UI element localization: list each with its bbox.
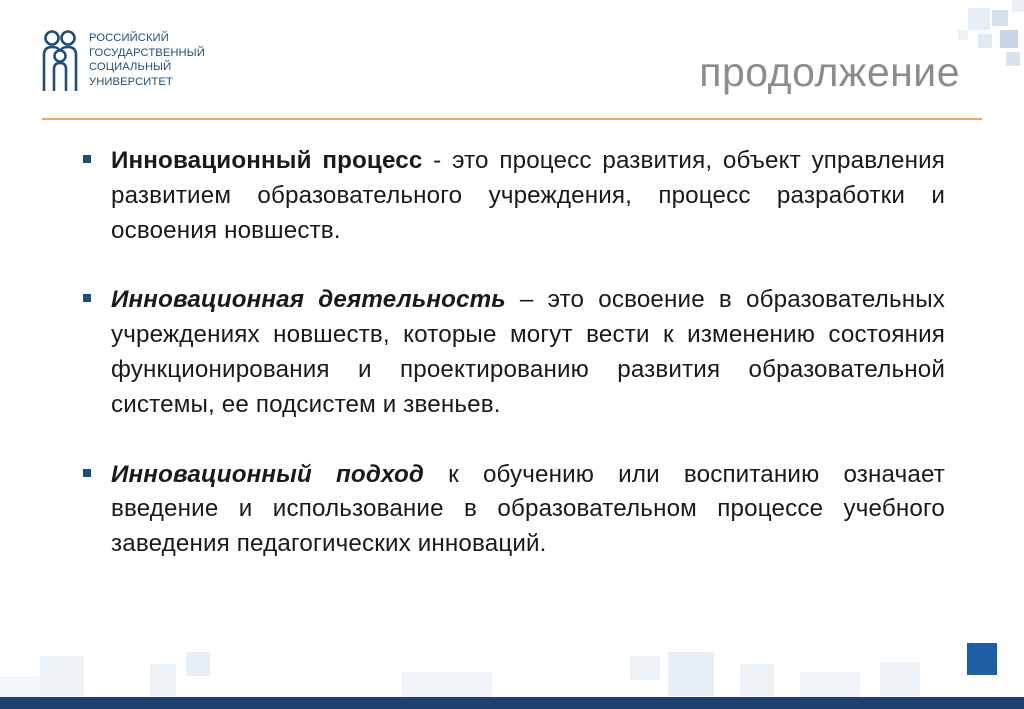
- corner-square-marker: [967, 643, 997, 675]
- square-bullet-icon: [83, 469, 91, 477]
- definition-text: [111, 144, 945, 248]
- square-bullet-icon: [83, 155, 91, 163]
- definition-item: [80, 144, 945, 248]
- logo-line: РОССИЙСКИЙ: [89, 32, 169, 44]
- definition-item: [80, 283, 945, 422]
- definition-body: к обучению или воспитанию означает введение и использование в образовательном процессе учебного заведения педагогических инноваций.: [111, 460, 945, 558]
- logo-line: ГОСУДАРСТВЕННЫЙ: [89, 46, 205, 59]
- university-name: [89, 31, 229, 89]
- title-divider: [42, 118, 982, 120]
- square-bullet-icon: [83, 294, 91, 302]
- bottom-band: [0, 697, 1024, 709]
- definition-term: Инновационный подход: [111, 460, 424, 488]
- definition-item: [80, 458, 945, 562]
- logo-line: СОЦИАЛЬНЫЙ: [89, 61, 172, 73]
- slide-title: продолжение: [699, 49, 960, 95]
- definition-term: Инновационная деятельность: [111, 286, 506, 314]
- slide-content: [80, 144, 945, 562]
- definition-body: – это освоение в образовательных учреждениях новшеств, которые могут вести к изменению состояния функционирования и проектированию развития образовательной системы, ее подсистем и звеньев.: [111, 286, 945, 418]
- logo-line: УНИВЕРСИТЕТ: [89, 75, 173, 88]
- definition-text: [111, 458, 945, 562]
- definition-term: Инновационный процесс: [111, 147, 423, 174]
- university-logo: [40, 29, 220, 93]
- people-icon: [40, 29, 82, 93]
- definition-text: [111, 283, 945, 422]
- definition-body: - это процесс развития, объект управления развитием образовательного учреждения, процесс разработки и освоения новшеств.: [111, 147, 945, 244]
